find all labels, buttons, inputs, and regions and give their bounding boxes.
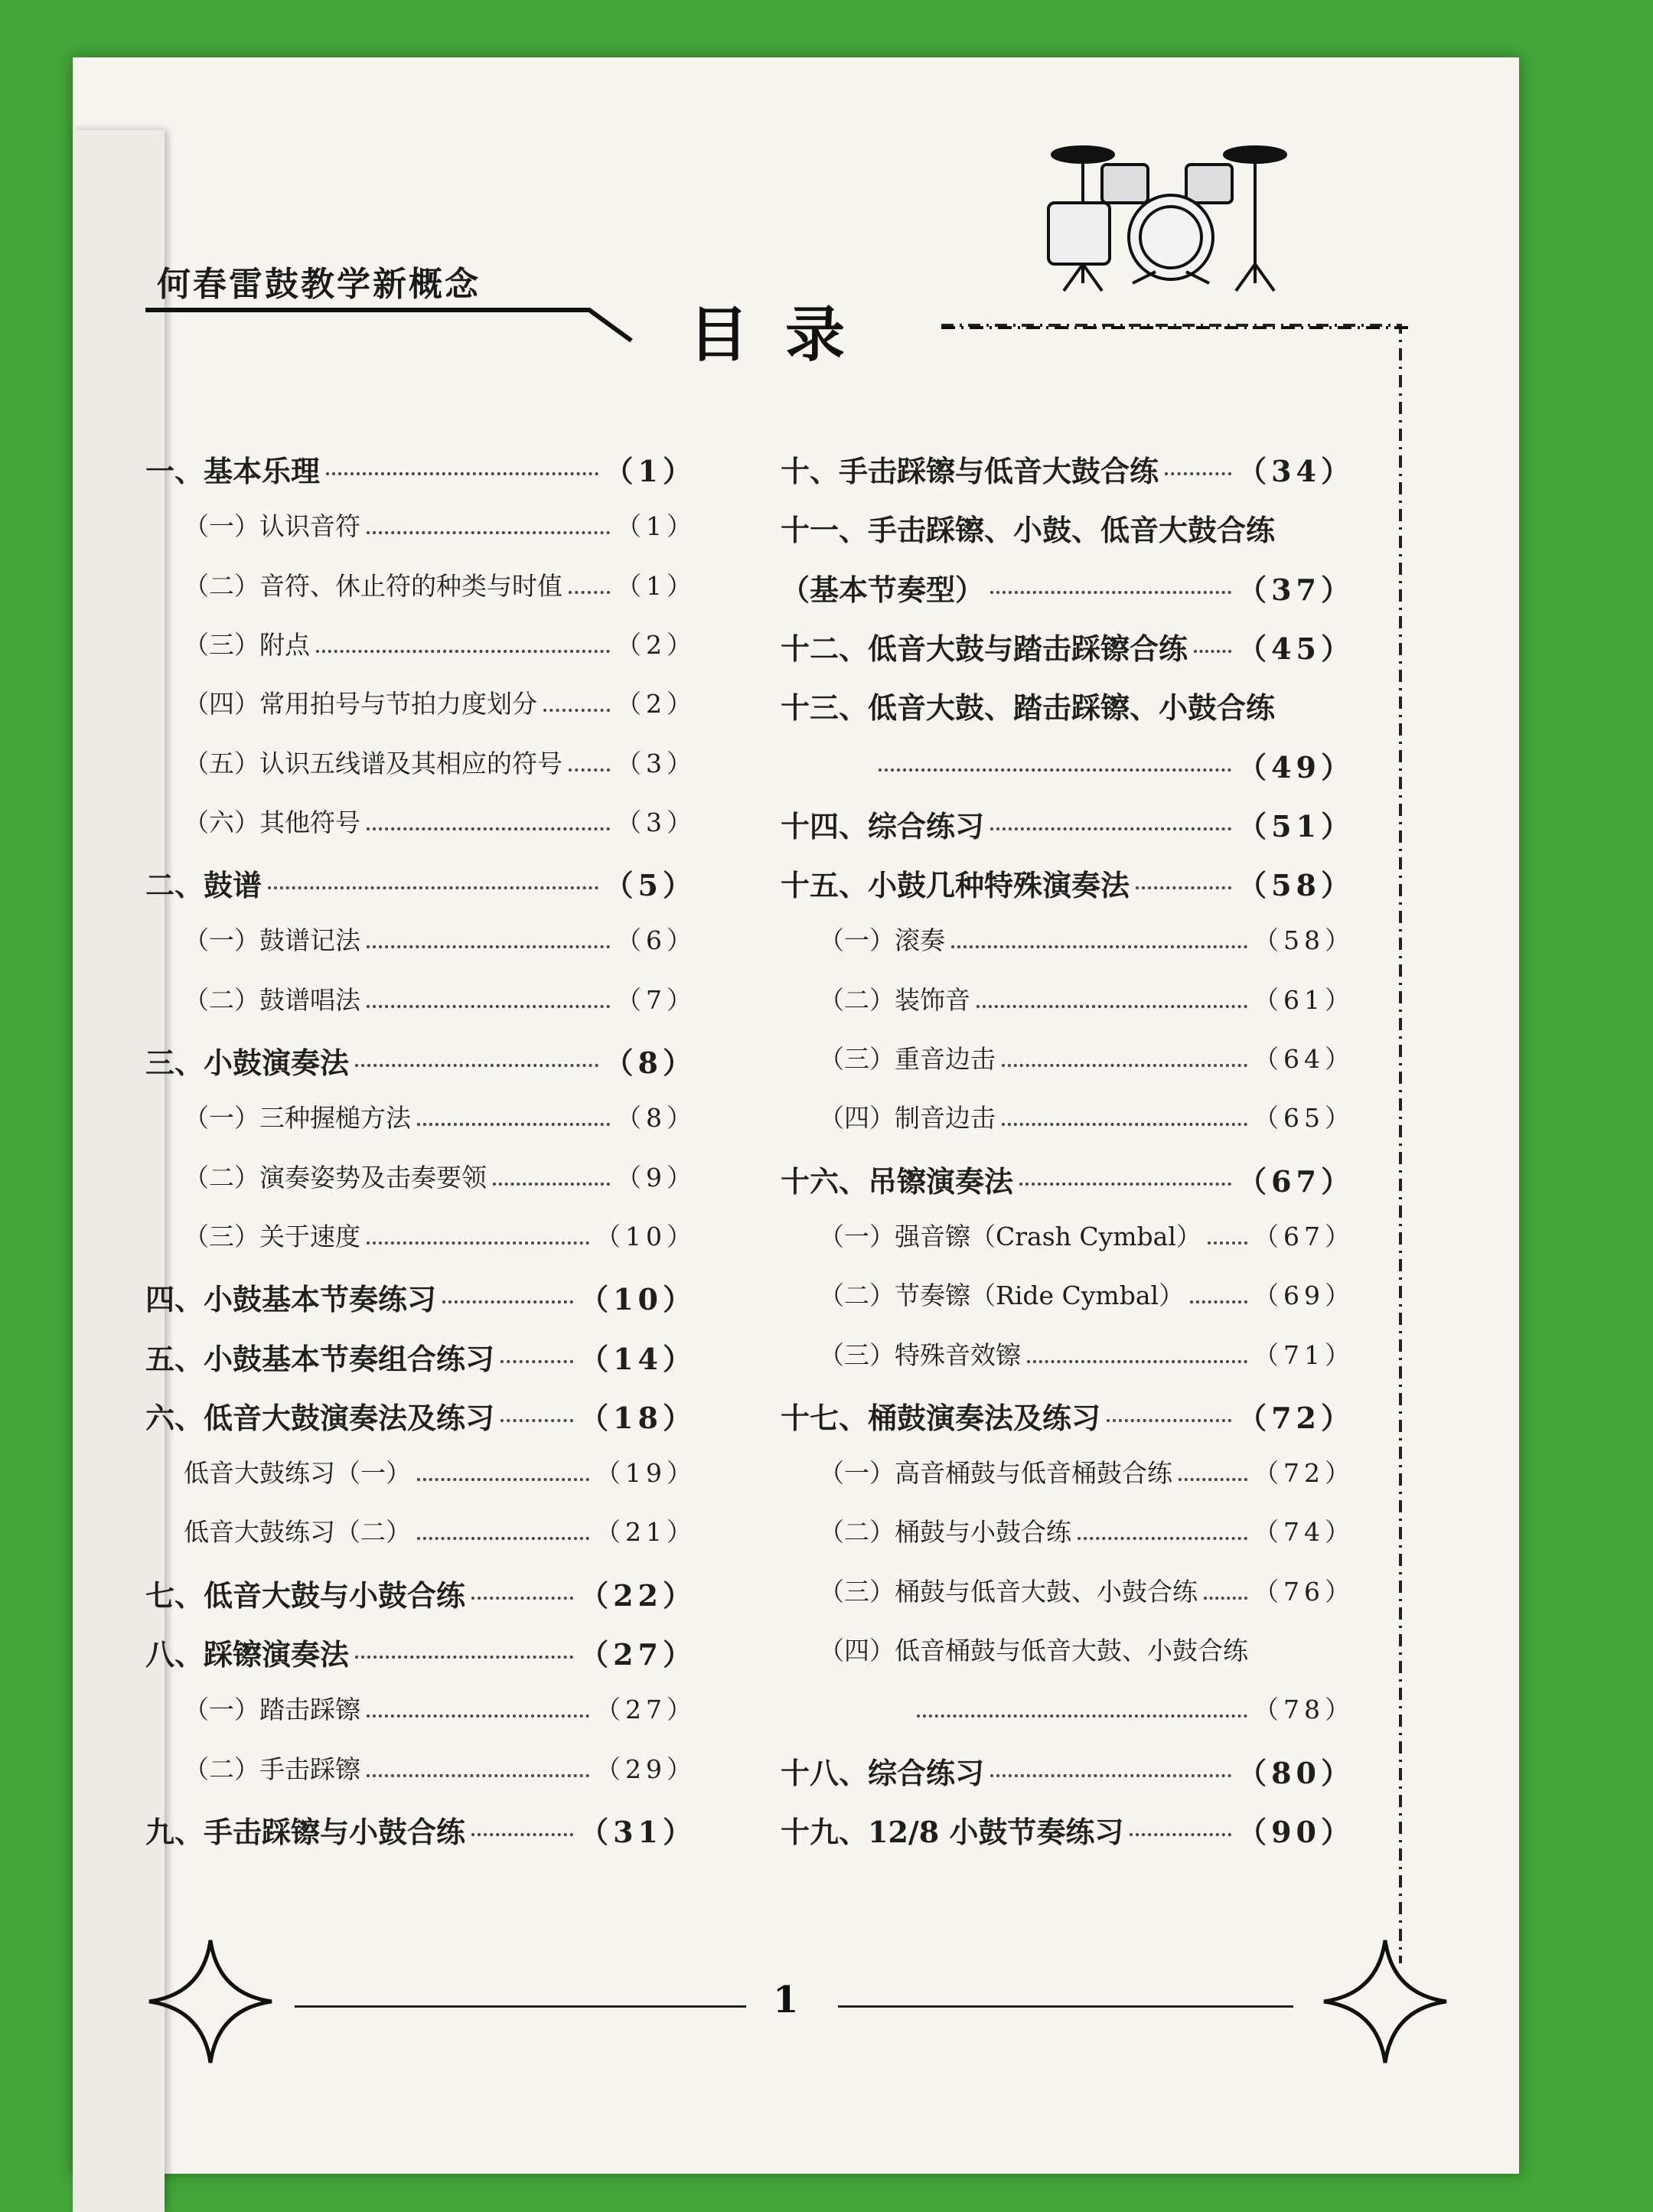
toc-entry-page: （61） [1254,984,1355,1015]
toc-entry [145,566,696,609]
dot-leader [1194,650,1231,653]
dot-leader [417,1123,610,1126]
toc-entry [145,1690,696,1733]
toc-entry-page: （2） [616,689,696,719]
toc-entry [781,625,1355,668]
toc-entry-title: （二）桶鼓与小鼓合练 [819,1517,1071,1548]
footer-rule [838,2005,1293,2008]
toc-entry-page: （8） [616,1103,696,1134]
toc-entry-page: （3） [616,807,696,837]
toc-entry [781,1098,1355,1141]
toc-entry [781,566,1355,609]
toc-entry [781,1276,1355,1319]
dot-leader [951,945,1247,948]
toc-entry-title: （三）附点 [184,629,310,660]
dot-leader [990,1774,1231,1777]
star-ornament-icon [145,1936,276,2067]
dot-leader [355,1656,573,1659]
toc-entry-page: （10） [579,1282,696,1317]
dot-leader [500,1419,573,1422]
toc-entry [145,1453,696,1496]
dot-leader [1078,1537,1247,1540]
toc-entry [781,1336,1355,1378]
series-title: 何春雷鼓教学新概念 [157,265,481,304]
dot-leader [543,709,610,712]
toc-entry-title: （一）三种握槌方法 [184,1103,411,1134]
toc-entry-page: （14） [579,1341,696,1376]
toc-entry-title: 七、低音大鼓与小鼓合练 [145,1577,466,1613]
dot-leader [500,1360,573,1363]
dot-leader [268,886,598,889]
toc-entry-page: （29） [595,1754,696,1784]
toc-entry-page: （49） [1237,749,1355,785]
toc-entry-page: （80） [1237,1755,1355,1790]
dot-leader [442,1300,573,1303]
dot-leader [569,591,610,594]
toc-entry-page: （19） [595,1458,696,1489]
toc-entry [145,921,696,964]
dot-leader [1019,1183,1231,1186]
toc-entry-page: （18） [579,1400,696,1435]
toc-entry-page: （27） [579,1637,696,1672]
dot-leader [917,1714,1247,1718]
toc-entry-page: （76） [1254,1576,1355,1607]
toc-entry [145,1276,696,1319]
toc-entry [145,1809,696,1851]
toc-entry-title: （二）音符、休止符的种类与时值 [184,570,562,601]
toc-entry-title: （四）常用拍号与节拍力度划分 [184,689,537,719]
dot-leader [316,650,610,653]
toc-entry-title: 四、小鼓基本节奏练习 [145,1282,437,1317]
toc-entry [781,862,1355,905]
toc-entry [145,625,696,668]
toc-entry-page: （72） [1237,1400,1355,1435]
toc-entry-title: （二）节奏镲（Ride Cymbal） [819,1281,1185,1311]
toc-entry-page: （21） [595,1517,696,1548]
toc-entry-page: （65） [1254,1103,1355,1134]
toc-entry-title: （一）高音桶鼓与低音桶鼓合练 [819,1458,1172,1489]
toc-entry-title: （三）桶鼓与低音大鼓、小鼓合练 [819,1576,1198,1607]
dot-leader [879,768,1231,772]
toc-entry-page: （1） [616,570,696,601]
dot-leader [367,945,610,948]
toc-entry [145,744,696,787]
toc-entry-page: （6） [616,925,696,956]
toc-entry-title: 十三、低音大鼓、踏击踩镲、小鼓合练 [781,690,1276,726]
toc-entry-page: （10） [595,1221,696,1251]
toc-entry [781,1809,1355,1851]
dot-leader [1179,1478,1247,1481]
toc-entry-page: （27） [595,1695,696,1725]
toc-entry-page: （5） [604,868,696,903]
toc-entry-title: （二）鼓谱唱法 [184,984,360,1015]
toc-entry [145,1572,696,1615]
toc-entry-page: （2） [616,629,696,660]
toc-entry-page: （67） [1254,1221,1355,1251]
toc-entry-title: （基本节奏型） [781,572,985,607]
toc-entry [145,1039,696,1082]
toc-entry-page: （8） [604,1046,696,1080]
dot-leader [367,1774,589,1777]
toc-entry-page: （7） [616,984,696,1015]
page-number: 1 [773,1979,799,2021]
toc-entry [145,1512,696,1555]
toc-entry-page: （74） [1254,1517,1355,1548]
dot-leader [990,591,1231,594]
toc-entry-title: 低音大鼓练习（一） [184,1458,411,1489]
toc-entry-title: （二）装饰音 [819,984,970,1015]
dot-leader [976,1005,1247,1008]
toc-entry [145,1395,696,1437]
toc-entry-page: （58） [1254,925,1355,956]
toc-entry [781,448,1355,491]
toc-entry [781,980,1355,1023]
dot-leader [367,1714,589,1718]
toc-entry-title: 十八、综合练习 [781,1755,985,1790]
toc-entry [781,684,1355,727]
toc-entry [145,862,696,905]
toc-entry-title: （三）特殊音效镲 [819,1339,1021,1370]
dot-leader [355,1064,598,1067]
toc-entry [781,744,1355,787]
dot-leader [471,1833,573,1836]
dot-leader [417,1537,589,1540]
toc-entry-title: 低音大鼓练习（二） [184,1517,411,1548]
toc-entry [145,1158,696,1201]
toc-entry-title: （四）低音桶鼓与低音大鼓、小鼓合练 [819,1636,1248,1666]
toc-entry-title: 十六、吊镲演奏法 [781,1163,1014,1199]
toc-entry-title: 十五、小鼓几种特殊演奏法 [781,868,1130,903]
toc-entry-title: （六）其他符号 [184,807,360,837]
toc-entry-page: （45） [1237,631,1355,666]
toc-entry [145,980,696,1023]
dot-leader [367,1005,610,1008]
toc-entry-page: （90） [1237,1814,1355,1849]
toc-entry [781,1512,1355,1555]
toc-entry-title: （一）强音镲（Crash Cymbal） [819,1221,1201,1251]
toc-entry-page: （67） [1237,1163,1355,1199]
toc-entry-page: （78） [1254,1695,1355,1725]
toc-entry [145,803,696,846]
dot-leader [1130,1833,1231,1836]
dot-leader [1002,1064,1247,1067]
toc-entry-title: 二、鼓谱 [145,868,262,903]
toc-entry-title: （一）踏击踩镲 [184,1695,360,1725]
toc-entry-page: （22） [579,1577,696,1613]
toc-entry [145,1631,696,1674]
toc-entry-page: （37） [1237,572,1355,607]
toc-entry-title: （一）认识音符 [184,511,360,542]
toc-entry-title: （二）演奏姿势及击奏要领 [184,1162,487,1192]
dot-leader [1165,472,1231,475]
toc-entry-title: 九、手击踩镲与小鼓合练 [145,1814,466,1849]
toc-entry [145,507,696,550]
toc-entry-page: （71） [1254,1339,1355,1370]
toc-entry-page: （34） [1237,454,1355,488]
dot-leader [1208,1241,1247,1245]
dot-leader [471,1597,573,1600]
dot-leader [367,531,610,534]
toc-entry [781,1750,1355,1793]
dot-leader [1136,886,1231,889]
toc-entry [781,1158,1355,1201]
dot-leader [1204,1597,1247,1600]
toc-entry-title: （四）制音边击 [819,1103,996,1134]
toc-entry [781,507,1355,550]
toc-entry-title: （三）关于速度 [184,1221,360,1251]
dot-leader [1002,1123,1247,1126]
toc-entry-title: （一）鼓谱记法 [184,925,360,956]
footer-rule [295,2005,746,2008]
toc-entry [781,1572,1355,1615]
dot-leader [367,827,610,830]
dot-leader [326,472,598,475]
toc-entry-title: 十、手击踩镲与低音大鼓合练 [781,454,1159,488]
toc-entry-title: 十七、桶鼓演奏法及练习 [781,1400,1101,1435]
star-ornament-icon [1320,1936,1450,2067]
toc-entry [145,684,696,727]
toc-entry-title: 十二、低音大鼓与踏击踩镲合练 [781,631,1188,666]
toc-entry-page: （1） [616,511,696,542]
toc-entry-page: （3） [616,748,696,778]
toc-entry-title: 三、小鼓演奏法 [145,1046,350,1080]
dot-leader [1107,1419,1231,1422]
toc-entry [145,1098,696,1141]
toc-entry [781,1453,1355,1496]
toc-entry-title: 十四、综合练习 [781,808,985,843]
toc-entry-page: （64） [1254,1044,1355,1074]
toc-entry-title: 五、小鼓基本节奏组合练习 [145,1341,495,1376]
dot-leader [367,1241,589,1245]
toc-entry-title: （一）滚奏 [819,925,945,956]
dot-leader [1190,1300,1247,1303]
toc-entry-title: （三）重音边击 [819,1044,996,1074]
toc-entry-page: （69） [1254,1281,1355,1311]
toc-entry [781,1395,1355,1437]
dot-leader [990,827,1231,830]
drum-kit-icon [1041,130,1301,295]
toc-entry-title: （五）认识五线谱及其相应的符号 [184,748,562,778]
toc-entry-page: （58） [1237,868,1355,903]
toc-entry-title: 八、踩镲演奏法 [145,1637,350,1672]
toc-entry-page: （72） [1254,1458,1355,1489]
toc-entry-page: （31） [579,1814,696,1849]
toc-title: 目录 [689,300,882,370]
dot-leader [417,1478,589,1481]
toc-entry [781,921,1355,964]
dot-leader [1027,1360,1247,1363]
toc-entry [145,448,696,491]
toc-entry [781,1690,1355,1733]
toc-entry-title: 六、低音大鼓演奏法及练习 [145,1400,495,1435]
dot-leader [493,1183,610,1186]
toc-entry [781,1631,1355,1674]
toc-entry [145,1750,696,1793]
toc-entry [145,1217,696,1260]
toc-entry-page: （1） [604,454,696,488]
toc-entry-title: 一、基本乐理 [145,454,321,488]
toc-entry-page: （51） [1237,808,1355,843]
toc-entry-title: 十九、12/8 小鼓节奏练习 [781,1814,1124,1849]
toc-entry-page: （9） [616,1162,696,1192]
toc-entry [145,1336,696,1378]
toc-entry [781,1039,1355,1082]
toc-entry-title: （二）手击踩镲 [184,1754,360,1784]
toc-entry [781,1217,1355,1260]
toc-entry [781,803,1355,846]
toc-entry-title: 十一、手击踩镲、小鼓、低音大鼓合练 [781,513,1276,548]
dot-leader [569,768,610,772]
